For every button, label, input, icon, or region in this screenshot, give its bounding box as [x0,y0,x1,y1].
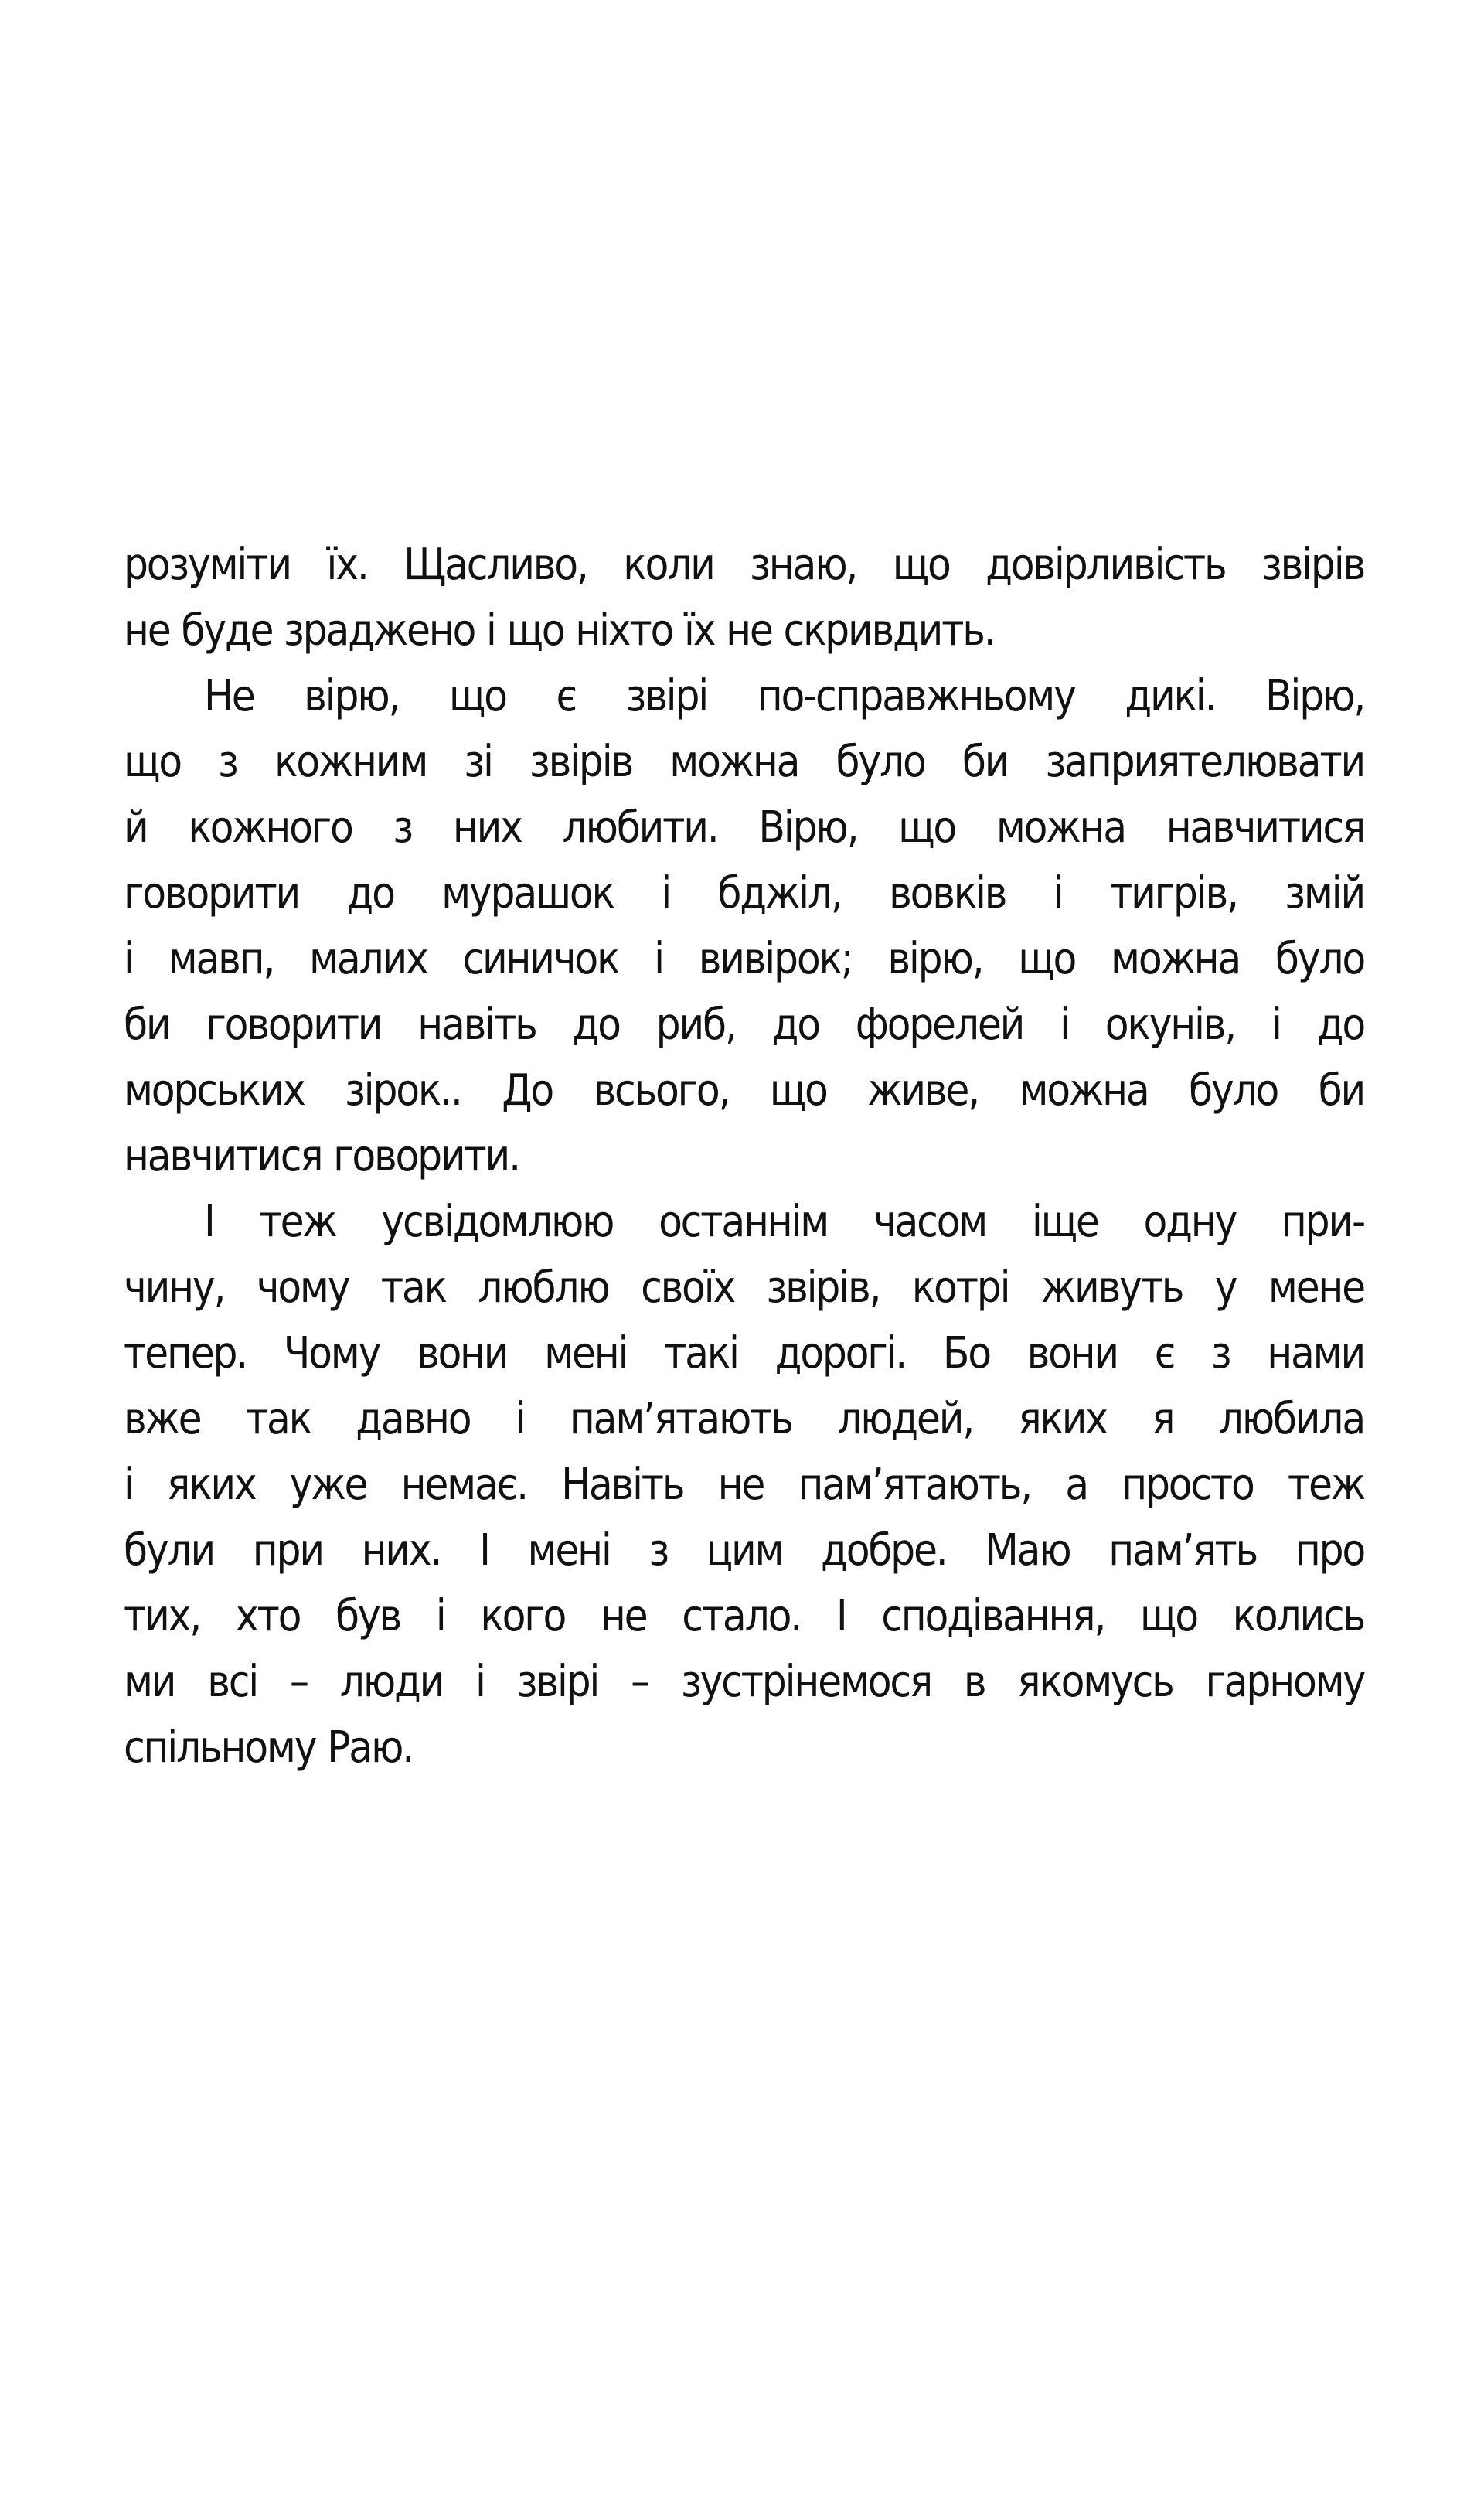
text-line: чину, чому так люблю своїх звірів, котрі живуть у мене [124,1262,1364,1313]
text-line: і мавп, малих синичок і вивірок; вірю, що можна було [124,934,1364,984]
paragraph-2 [124,663,1364,1189]
text-line: розуміти їх. Щасливо, коли знаю, що довірливість звірів [124,540,1364,590]
text-line: не буде зраджено і що ніхто їх не скривдить. [124,605,995,656]
text-line: вже так давно і пам’ятають людей, яких я любила [124,1394,1364,1444]
paragraph-1 [124,532,1364,663]
text-line: навчитися говорити. [124,1131,519,1181]
text-line: і яких уже немає. Навіть не пам’ятають, а просто теж [124,1460,1364,1510]
paragraph-3 [124,1189,1364,1780]
text-line: що з кожним зі звірів можна було би заприятелювати [124,737,1364,787]
text-line: морських зірок.. До всього, що живе, можна було би [124,1065,1364,1116]
text-line: би говорити навіть до риб, до форелей і окунів, і до [124,1000,1364,1050]
text-line: ми всі – люди і звірі – зустрінемося в якомусь гарному [124,1657,1364,1707]
book-page [124,532,1364,1780]
text-line: І теж усвідомлюю останнім часом іще одну при- [204,1197,1364,1247]
text-line: й кожного з них любити. Вірю, що можна навчитися [124,802,1364,853]
text-line: тепер. Чому вони мені такі дорогі. Бо вони є з нами [124,1328,1364,1378]
text-line: Не вірю, що є звірі по-справжньому дикі. Вірю, [204,671,1364,721]
text-line: говорити до мурашок і бджіл, вовків і тигрів, змій [124,868,1364,918]
text-line: тих, хто був і кого не стало. І сподівання, що колись [124,1591,1364,1641]
text-line: були при них. І мені з цим добре. Маю пам’ять про [124,1525,1364,1576]
text-line: спільному Раю. [124,1722,413,1773]
